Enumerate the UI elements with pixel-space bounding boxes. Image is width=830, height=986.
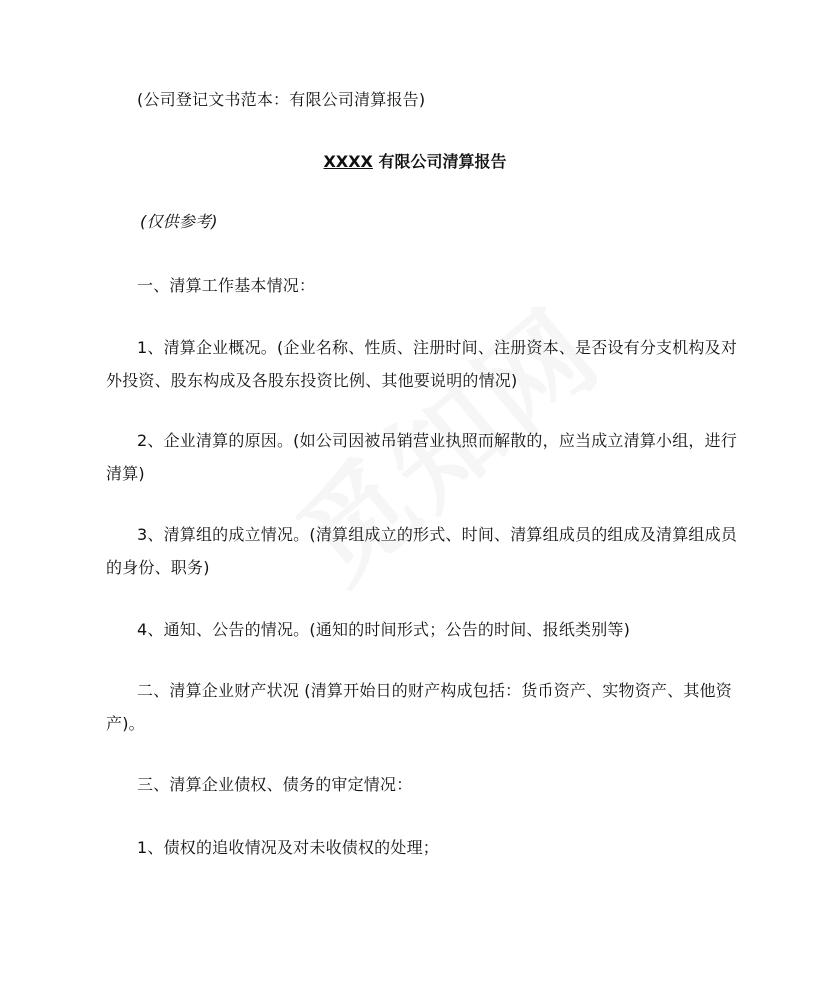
title-text: 有限公司清算报告 (378, 152, 507, 171)
section-1-item-2-line-1: 2、企业清算的原因。(如公司因被吊销营业执照而解散的，应当成立清算小组，进行 (137, 431, 738, 450)
reference-note: (仅供参考) (140, 212, 218, 231)
section-1-item-3-line-1: 3、清算组的成立情况。(清算组成立的形式、时间、清算组成员的组成及清算组成员 (137, 525, 738, 544)
section-2-line-1: 二、清算企业财产状况 (清算开始日的财产构成包括：货币资产、实物资产、其他资 (137, 681, 732, 700)
section-1-item-2-line-2: 清算) (106, 464, 145, 483)
page-title (0, 152, 830, 172)
section-2-line-2: 产)。 (106, 714, 145, 733)
title-placeholder: XXXX (323, 152, 373, 171)
section-1-item-4: 4、通知、公告的情况。(通知的时间形式；公告的时间、报纸类别等) (137, 620, 631, 639)
section-3-heading: 三、清算企业债权、债务的审定情况： (137, 775, 413, 794)
section-3-item-1: 1、债权的追收情况及对未收债权的处理； (137, 838, 439, 857)
section-1-item-1-line-2: 外投资、股东构成及各股东投资比例、其他要说明的情况) (106, 371, 518, 390)
section-1-item-1-line-1: 1、清算企业概况。(企业名称、性质、注册时间、注册资本、是否设有分支机构及对 (137, 338, 738, 357)
header-note: (公司登记文书范本：有限公司清算报告) (137, 90, 426, 109)
section-1-item-3-line-2: 的身份、职务) (106, 558, 210, 577)
section-1-heading: 一、清算工作基本情况： (137, 276, 316, 295)
